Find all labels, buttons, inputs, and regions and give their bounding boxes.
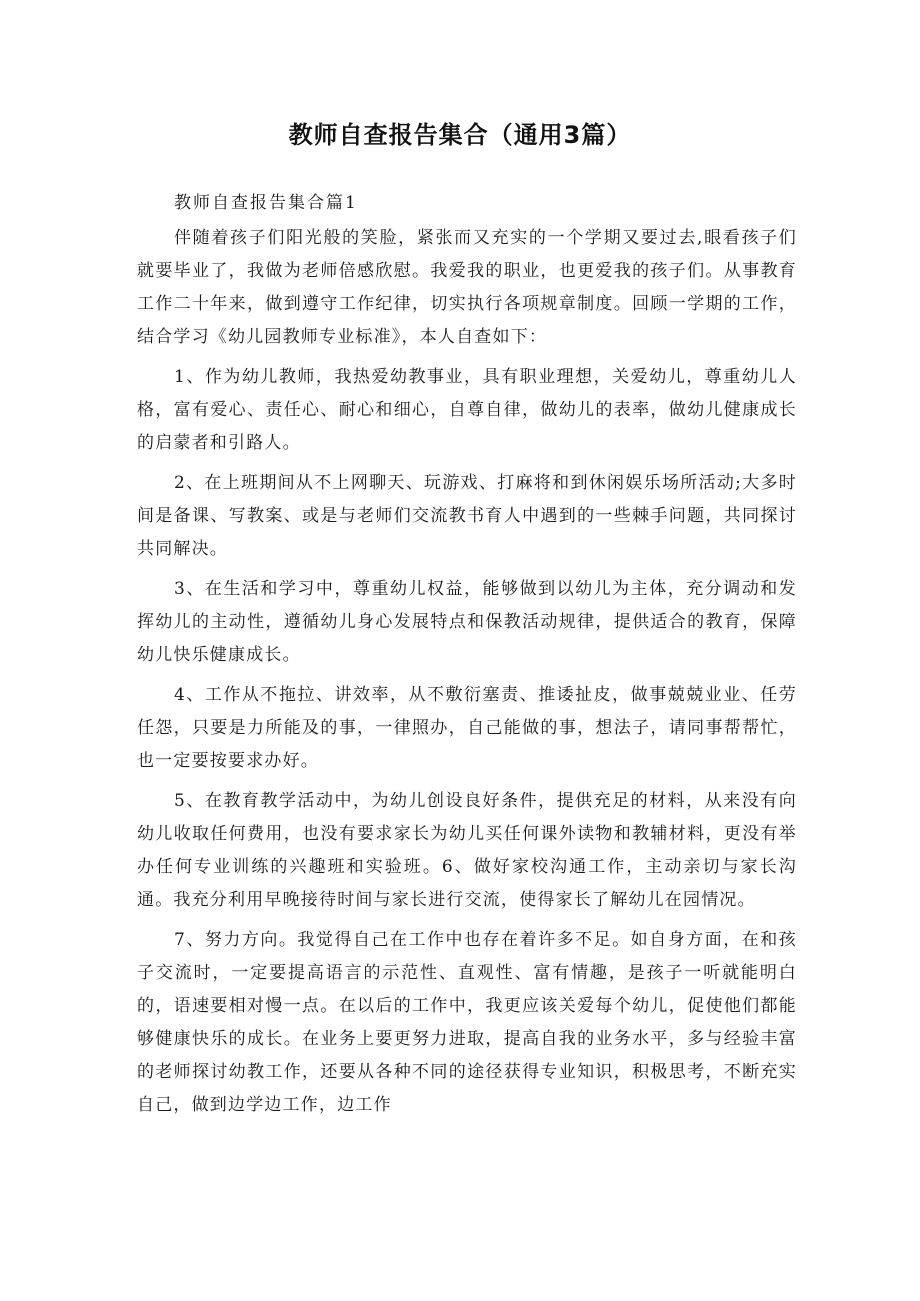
paragraph-intro: 伴随着孩子们阳光般的笑脸，紧张而又充实的一个学期又要过去,眼看孩子们就要毕业了，我做为老师倍感欣慰。我爱我的职业，也更爱我的孩子们。从事教育工作二十年来，做到遵守工作纪律，切实执行各项规章制度。回顾一学期的工作，结合学习《幼儿园教师专业标准》，本人自查如下：	[137, 228, 797, 347]
section-heading: 教师自查报告集合篇1	[174, 193, 358, 213]
document-body	[137, 222, 797, 1129]
paragraph-item-2: 2、在上班期间从不上网聊天、玩游戏、打麻将和到休闲娱乐场所活动;大多时间是备课、写教案、或是与老师们交流教书育人中遇到的一些棘手问题，共同探讨共同解决。	[137, 473, 797, 559]
paragraph-item-7: 7、努力方向。我觉得自己在工作中也存在着许多不足。如自身方面，在和孩子交流时，一定要提高语言的示范性、直观性、富有情趣，是孩子一听就能明白的，语速要相对慢一点。在以后的工作中，我更应该关爱每个幼儿，促使他们都能够健康快乐的成长。在业务上要更努力进取，提高自我的业务水平，多与经验丰富的老师探讨幼教工作，还要从各种不同的途径获得专业知识，积极思考，不断充实自己，做到边学边工作，边工作	[137, 930, 797, 1115]
document-title: 教师自查报告集合（通用3篇）	[288, 121, 632, 149]
paragraph-item-1: 1、作为幼儿教师，我热爱幼教事业，具有职业理想，关爱幼儿，尊重幼儿人格，富有爱心、责任心、耐心和细心，自尊自律，做幼儿的表率，做幼儿健康成长的启蒙者和引路人。	[137, 367, 797, 453]
paragraph-item-5: 5、在教育教学活动中，为幼儿创设良好条件，提供充足的材料，从来没有向幼儿收取任何费用，也没有要求家长为幼儿买任何课外读物和教辅材料，更没有举办任何专业训练的兴趣班和实验班。6、做好家校沟通工作，主动亲切与家长沟通。我充分利用早晚接待时间与家长进行交流，使得家长了解幼儿在园情况。	[137, 791, 797, 910]
paragraph-item-3: 3、在生活和学习中，尊重幼儿权益，能够做到以幼儿为主体，充分调动和发挥幼儿的主动性，遵循幼儿身心发展特点和保教活动规律，提供适合的教育，保障幼儿快乐健康成长。	[137, 579, 797, 665]
paragraph-item-4: 4、工作从不拖拉、讲效率，从不敷衍塞责、推诿扯皮，做事兢兢业业、任劳任怨，只要是力所能及的事，一律照办，自己能做的事，想法子，请同事帮帮忙，也一定要按要求办好。	[137, 685, 797, 771]
